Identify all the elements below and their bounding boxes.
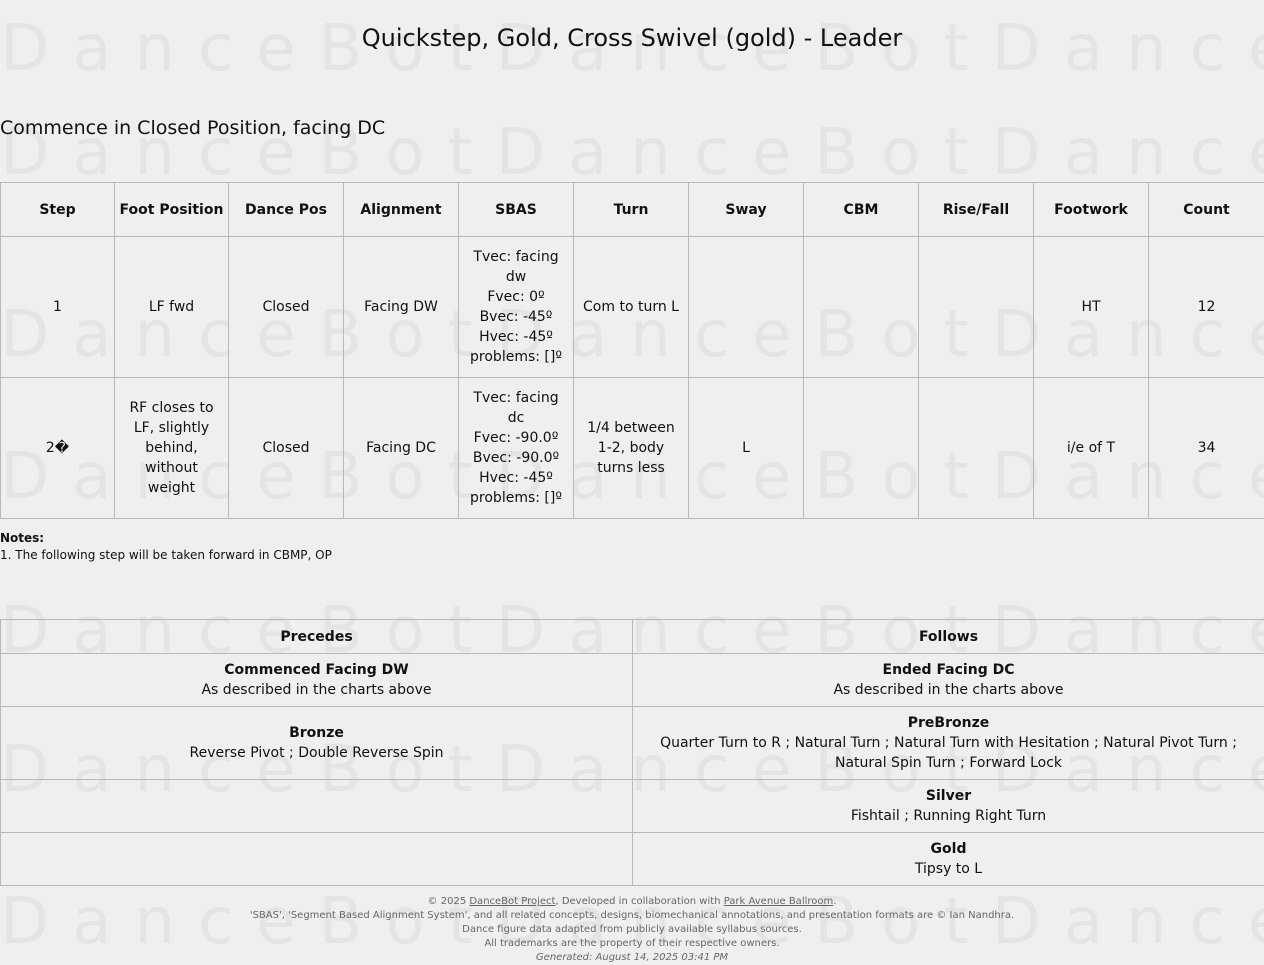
- footer-copyright-mid: , Developed in collaboration with: [555, 896, 724, 907]
- sbas-tvec: Tvec: facing dc: [473, 390, 559, 426]
- precedes-level: Bronze: [289, 725, 344, 741]
- cell-sbas: [459, 237, 574, 378]
- precedes-cell: [1, 707, 633, 780]
- commence-heading: Commence in Closed Position, facing DC: [0, 117, 386, 139]
- footer-copyright: [0, 895, 1264, 909]
- cell-turn: Com to turn L: [574, 237, 689, 378]
- follows-figures: Quarter Turn to R ; Natural Turn ; Natural Turn with Hesitation ; Natural Pivot Turn ; Natural Spin Turn ; Forward Lock: [660, 735, 1237, 771]
- cell-footwork: i/e of T: [1034, 378, 1149, 519]
- sbas-bvec: Bvec: -45º: [479, 309, 553, 325]
- cell-cbm: [804, 378, 919, 519]
- cell-sway: [689, 237, 804, 378]
- precedes-cell: [1, 780, 633, 833]
- step-chart-table: [0, 182, 1264, 519]
- follows-figures: Tipsy to L: [914, 861, 983, 877]
- cell-dance-pos: Closed: [229, 378, 344, 519]
- header-count: Count: [1149, 183, 1264, 237]
- header-alignment: Alignment: [344, 183, 459, 237]
- sbas-problems: problems: []º: [470, 490, 562, 506]
- follows-cell: [633, 833, 1264, 886]
- sbas-tvec: Tvec: facing dw: [473, 249, 559, 285]
- sbas-fvec: Fvec: -90.0º: [473, 430, 559, 446]
- footer-data-source: Dance figure data adapted from publicly available syllabus sources.: [462, 924, 802, 935]
- precedes-level: Commenced Facing DW: [224, 662, 409, 678]
- cell-step: 2�: [1, 378, 115, 519]
- table-row: [1, 780, 1264, 833]
- notes-label: Notes:: [0, 531, 45, 545]
- cell-sway: L: [689, 378, 804, 519]
- footer-trademarks: All trademarks are the property of their respective owners.: [484, 938, 780, 949]
- header-sbas: SBAS: [459, 183, 574, 237]
- follows-cell: [633, 780, 1264, 833]
- header-cbm: CBM: [804, 183, 919, 237]
- follows-level: Gold: [930, 841, 967, 857]
- follows-figures: Fishtail ; Running Right Turn: [850, 808, 1047, 824]
- table-row: [1, 654, 1264, 707]
- cell-foot-position: RF closes to LF, slightly behind, without weight: [115, 378, 229, 519]
- follows-figures: As described in the charts above: [833, 682, 1064, 698]
- generated-timestamp: Generated: August 14, 2025 03:41 PM: [535, 952, 729, 963]
- sbas-hvec: Hvec: -45º: [479, 329, 553, 345]
- cell-footwork: HT: [1034, 237, 1149, 378]
- footer-copyright-suffix: .: [833, 896, 837, 907]
- header-step: Step: [1, 183, 115, 237]
- header-follows: Follows: [633, 620, 1264, 654]
- cell-alignment: Facing DW: [344, 237, 459, 378]
- park-avenue-ballroom-link[interactable]: Park Avenue Ballroom: [723, 896, 834, 907]
- sbas-bvec: Bvec: -90.0º: [472, 450, 560, 466]
- cell-turn: 1/4 between 1-2, body turns less: [574, 378, 689, 519]
- cell-dance-pos: Closed: [229, 237, 344, 378]
- header-precedes: Precedes: [1, 620, 633, 654]
- sbas-problems: problems: []º: [470, 349, 562, 365]
- cell-alignment: Facing DC: [344, 378, 459, 519]
- header-foot-position: Foot Position: [115, 183, 229, 237]
- follows-cell: [633, 707, 1264, 780]
- cell-count: 12: [1149, 237, 1264, 378]
- follows-level: PreBronze: [907, 715, 990, 731]
- page-title: Quickstep, Gold, Cross Swivel (gold) - Leader: [361, 24, 903, 52]
- cell-count: 34: [1149, 378, 1264, 519]
- precedes-figures: Reverse Pivot ; Double Reverse Spin: [189, 745, 444, 761]
- footer-generated: [0, 951, 1264, 965]
- table-row: [1, 833, 1264, 886]
- follows-cell: [633, 654, 1264, 707]
- cell-cbm: [804, 237, 919, 378]
- follows-level: Ended Facing DC: [882, 662, 1015, 678]
- footer-sbas-notice: 'SBAS', 'Segment Based Alignment System', and all related concepts, designs, biomechanical annotations, and presentation formats are © Ian Nandhra.: [249, 910, 1015, 921]
- sbas-hvec: Hvec: -45º: [479, 470, 553, 486]
- follows-level: Silver: [925, 788, 972, 804]
- precedes-figures: As described in the charts above: [201, 682, 432, 698]
- pf-header-row: [1, 620, 1264, 654]
- precedes-follows-table: [0, 619, 1264, 886]
- header-footwork: Footwork: [1034, 183, 1149, 237]
- table-header-row: [1, 183, 1264, 237]
- footer-copyright-prefix: © 2025: [427, 896, 470, 907]
- cell-sbas: [459, 378, 574, 519]
- note-item: 1. The following step will be taken forward in CBMP, OP: [0, 548, 332, 562]
- precedes-cell: [1, 833, 633, 886]
- sbas-fvec: Fvec: 0º: [487, 289, 545, 305]
- header-turn: Turn: [574, 183, 689, 237]
- footer: [0, 895, 1264, 965]
- header-dance-pos: Dance Pos: [229, 183, 344, 237]
- precedes-cell: [1, 654, 633, 707]
- table-row: [1, 707, 1264, 780]
- table-row: [1, 378, 1264, 519]
- cell-rise-fall: [919, 378, 1034, 519]
- header-rise-fall: Rise/Fall: [919, 183, 1034, 237]
- cell-foot-position: LF fwd: [115, 237, 229, 378]
- header-sway: Sway: [689, 183, 804, 237]
- cell-rise-fall: [919, 237, 1034, 378]
- dancebot-project-link[interactable]: DanceBot Project: [469, 896, 556, 907]
- cell-step: 1: [1, 237, 115, 378]
- notes-section: [0, 530, 332, 564]
- table-row: [1, 237, 1264, 378]
